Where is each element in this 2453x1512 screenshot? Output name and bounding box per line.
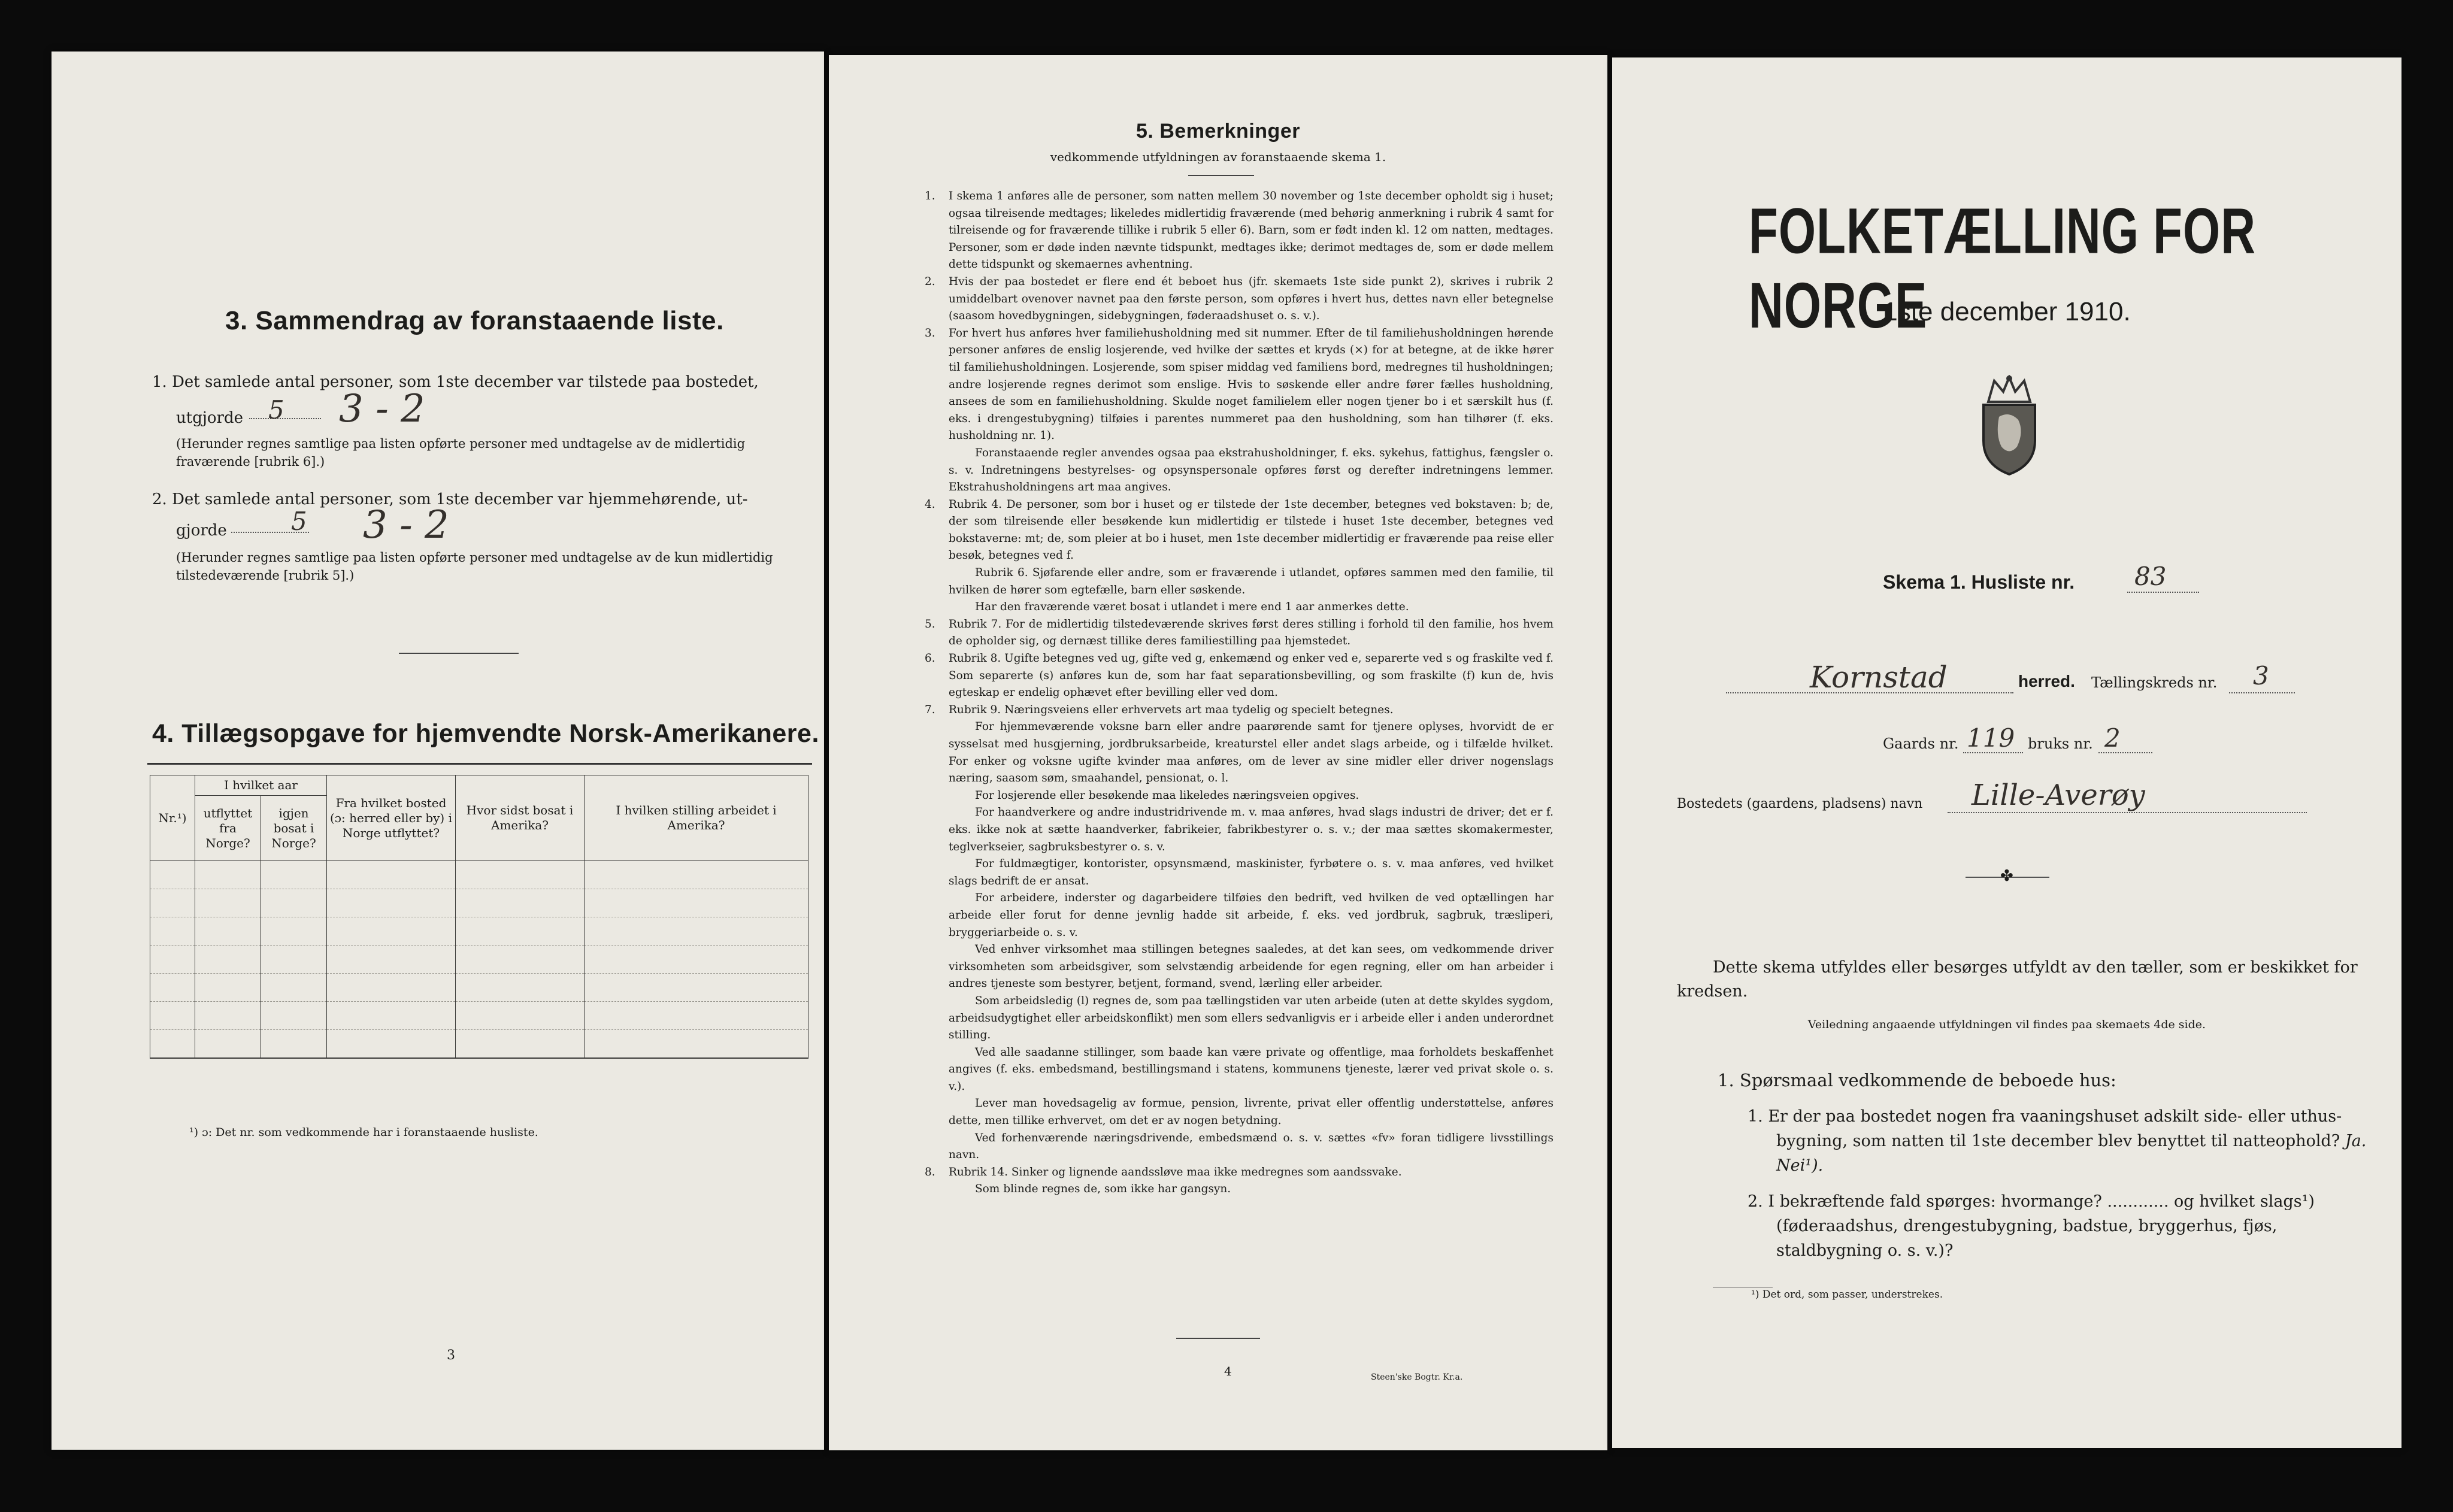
remark-item: [949, 445, 1553, 496]
gaards-label: Gaards nr.: [1883, 735, 1959, 752]
remark-text: For losjerende eller besøkende maa likeledes næringsveien opgives.: [975, 789, 1359, 802]
remark-item: [925, 325, 1553, 445]
remark-item: [949, 1044, 1553, 1096]
remark-text: I skema 1 anføres alle de personer, som natten mellem 30 november og 1ste december opholdt sig i huset; ogsaa tilreisende medtages; likeledes midlertidig fraværende (med behørig anmerkning i rubrik 4 samt for tilreisende og for fraværende tillike i rubrik 5 eller 6). Barn, som er født inden kl. 12 om natten, medtages. Personer, som er døde inden nævnte tidspunkt, medtages ikke; derimot medtages de, som er døde mellem dette tidspunkt og skemaernes avhentning.: [949, 190, 1553, 271]
husliste-nr: 83: [2134, 562, 2167, 591]
remark-text: Foranstaaende regler anvendes ogsaa paa ekstrahusholdninger, f. eks. sykehus, fattighus, fængsler o. s. v. Indretningens bestyrelses- og opsynspersonale opføres først og derefter indretningens lemmer. Ekstrahusholdningens art maa angives.: [949, 446, 1553, 494]
item1-dotline: [249, 418, 321, 419]
item2-gjorde-label: gjorde: [176, 522, 227, 540]
col-group-year: I hvilket aar: [195, 775, 327, 796]
remark-text: Rubrik 14. Sinker og lignende aandssløve maa ikke medregnes som aandssvake.: [949, 1165, 1402, 1178]
item1-utgjorde-label: utgjorde: [176, 409, 244, 427]
page-right: [1612, 57, 2401, 1448]
remark-number: 6.: [925, 652, 935, 665]
remark-item: [949, 1095, 1553, 1129]
table-row: [150, 946, 808, 974]
item2-split: 3 - 2: [363, 503, 449, 547]
intro-text: Dette skema utfyldes eller besørges utfyldt av den tæller, som er beskikket for kredsen.: [1677, 958, 2358, 1001]
table-row: [150, 974, 808, 1002]
remark-text: Hvis der paa bostedet er flere end ét beboet hus (jfr. skemaets 1ste side punkt 2), skrives i rubrik 2 umiddelbart ovenover navnet paa den første person, som opføres i hvert hus, dettes navn eller betegnelse (saasom hovedbygningen, sidebygningen, føderaadshuset o. s. v.).: [949, 275, 1553, 323]
table-row: [150, 1030, 808, 1059]
remark-text: Ved enhver virksomhet maa stillingen betegnes saaledes, at det kan sees, om vedkommende driver virksomheten som arbeidsgiver, som selvstændig arbeidende for egen regning, eller om han arbeider i andres tjeneste som bestyrer, betjent, formand, svend, lærling eller arbeider.: [949, 943, 1553, 990]
table-footnote: ¹) ɔ: Det nr. som vedkommende har i foranstaaende husliste.: [189, 1126, 538, 1139]
coat-of-arms-icon: [1976, 375, 2042, 477]
remark-item: [949, 1130, 1553, 1164]
remark-item: [925, 274, 1553, 325]
remarks-subtitle: vedkommende utfyldningen av foranstaaende skema 1.: [1050, 150, 1386, 164]
table-row: [150, 917, 808, 946]
section-3-title: 3. Sammendrag av foranstaaende liste.: [225, 306, 724, 335]
remark-number: 2.: [925, 275, 935, 288]
remark-number: 3.: [925, 326, 935, 340]
husliste-dotline: [2127, 592, 2199, 593]
remark-number: 1.: [925, 190, 935, 202]
question-title: 1. Spørsmaal vedkommende de beboede hus:: [1718, 1070, 2116, 1090]
kreds-value: 3: [2253, 661, 2269, 690]
table-row: [150, 889, 808, 917]
remark-item: [925, 616, 1553, 650]
col-igjen: igjen bosat i Norge?: [261, 796, 327, 861]
page-number: 3: [447, 1348, 455, 1363]
bosted-label: Bostedets (gaardens, pladsens) navn: [1677, 796, 1923, 811]
remark-item: [949, 1181, 1553, 1198]
remark-text: Rubrik 7. For de midlertidig tilstedeværende skrives først deres stilling i forhold til den familie, hos hvem de opholder sig, og dernæst tillike deres familiestilling paa hjemstedet.: [949, 617, 1553, 648]
bosted-value: Lille-Averøy: [1972, 778, 2145, 812]
remark-text: For haandverkere og andre industridrivende m. v. maa anføres, hvad slags industri de driver; det er f. eks. ikke nok at sætte haandverker, fabrikeier, fabrikbestyrer o. s. v.; der maa sættes skomakermester, teglverkseier, sagbruksbestyrer o. s. v.: [949, 806, 1553, 853]
remarks-divider: [1188, 175, 1254, 176]
bruks-label: bruks nr.: [2028, 735, 2093, 752]
remark-item: [925, 188, 1553, 274]
veiledning-text: Veiledning angaaende utfyldningen vil findes paa skemaets 4de side.: [1807, 1018, 2206, 1031]
remark-text: Som arbeidsledig (l) regnes de, som paa tællingstiden var uten arbeide (uten at dette skyldes sygdom, arbeidsudygtighet eller arbeidskonflikt) men som ellers sedvanligvis er i arbeide eller i anden underordnet stilling.: [949, 994, 1553, 1042]
col-nr: Nr.¹): [150, 775, 195, 861]
remark-text: For hvert hus anføres hver familiehusholdning med sit nummer. Efter de til familiehusholdningen hørende personer anføres de enslig losjerende, ved hvilke der sættes et kryds (×) for at betegne, at de ikke hører til familiehusholdningen. Losjerende, som spiser middag ved familiens bord, medregnes til husholdningen; andre losjerende regnes derimot som enslige. Hvis to søskende eller andre fører fælles husholdning, ansees de som en familiehusholdning. Skulde noget familielem eller nogen tjener bo i et særskilt hus (f. eks. i drengestubygning) tilføies i parentes nummeret paa den husholdning, som han tilhører (f. eks. husholdning nr. 1).: [949, 326, 1553, 443]
herred-label: herred.: [2018, 672, 2075, 690]
remark-item: [949, 719, 1553, 787]
question-1-text: 1. Er der paa bostedet nogen fra vaaningshuset adskilt side- eller uthus-bygning, som natten til 1ste december blev benyttet til natteophold?: [1748, 1107, 2342, 1150]
remark-text: Ved forhenværende næringsdrivende, embedsmænd o. s. v. sættes «fv» foran tidligere livsstillings navn.: [949, 1131, 1553, 1162]
remark-number: 4.: [925, 498, 935, 511]
remark-text: For hjemmeværende voksne barn eller andre paarørende samt for tjenere oplyses, hvorvidt de er sysselsat med husgjerning, jordbruksarbeide, kreaturstel eller andet slags arbeide, og i tilfælde hvilket. For enker og voksne ugifte kvinder maa anføres, om de lever av sine midler eller driver nogenslags næring, saasom søm, smaahandel, pensionat, o. l.: [949, 720, 1553, 785]
kreds-dotline: [2229, 692, 2295, 693]
schema-label: Skema 1. Husliste nr.: [1883, 571, 2075, 593]
page-left: [52, 51, 824, 1450]
divider: [399, 653, 519, 654]
remark-item: [925, 496, 1553, 565]
item1-text: 1. Det samlede antal personer, som 1ste december var tilstede paa bostedet,: [152, 373, 759, 391]
col-utflyttet: utflyttet fra Norge?: [195, 796, 261, 861]
item1-note: (Herunder regnes samtlige paa listen opførte personer med undtagelse av de midlertidig fraværende [rubrik 6].): [176, 437, 746, 469]
remark-item: [949, 856, 1553, 890]
question-1: [1748, 1104, 2369, 1178]
remarks-title: 5. Bemerkninger: [1136, 120, 1300, 143]
item2-count: 5: [291, 507, 307, 536]
remark-item: [949, 787, 1553, 805]
herred-value: Kornstad: [1810, 660, 1948, 695]
remark-item: [949, 890, 1553, 941]
question-1-answer: Ja. Nei¹).: [1776, 1132, 2367, 1175]
remark-number: 7.: [925, 703, 935, 716]
page-middle: [829, 55, 1607, 1450]
remark-text: Lever man hovedsagelig av formue, pension, livrente, privat eller offentlig understøttelse, anføres dette, men tillike erhvervet, om det er av nogen betydning.: [949, 1097, 1553, 1128]
form-title: FOLKETÆLLING FOR NORGE: [1749, 195, 2257, 341]
remark-text: For fuldmægtiger, kontorister, opsynsmænd, maskinister, fyrbøtere o. s. v. maa anføres, ved hvilket slags bedrift de er ansat.: [949, 857, 1553, 887]
item2-note: (Herunder regnes samtlige paa listen opførte personer med undtagelse av de kun midlertidig tilstedeværende [rubrik 5].): [176, 550, 773, 583]
ornament-icon: ✤: [2000, 867, 2013, 885]
table-row: [150, 861, 808, 889]
remark-item: [925, 1164, 1553, 1181]
page-number: 4: [1224, 1364, 1232, 1378]
section-4-title: 4. Tillægsopgave for hjemvendte Norsk-Amerikanere.: [152, 719, 819, 748]
remark-text: Som blinde regnes de, som ikke har gangsyn.: [975, 1183, 1231, 1196]
remark-item: [949, 941, 1553, 993]
remark-item: [949, 599, 1553, 616]
item2-text: 2. Det samlede antal personer, som 1ste december var hjemmehørende, ut-: [152, 490, 748, 508]
remark-number: 8.: [925, 1165, 935, 1178]
bruks-value: 2: [2104, 723, 2121, 753]
norsk-amerikanere-table: [150, 775, 808, 1059]
remark-text: Rubrik 9. Næringsveiens eller erhvervets art maa tydelig og specielt betegnes.: [949, 703, 1394, 716]
remark-text: Rubrik 8. Ugifte betegnes ved ug, gifte ved g, enkemænd og enker ved e, separerte ved s og fraskilte ved f. Som separerte (s) anføres kun de, som har faat separationsbevilling, og som fraskilte (f) kun de, hvis egteskap er endelig ophævet efter bevilling eller ved dom.: [949, 652, 1553, 699]
remark-item: [949, 565, 1553, 599]
remark-number: 5.: [925, 617, 935, 631]
gaards-value: 119: [1967, 723, 2015, 753]
col-fra: Fra hvilket bosted (ɔ: herred eller by) i Norge utflyttet?: [327, 775, 456, 861]
census-date: 1ste december 1910.: [1883, 297, 2131, 326]
table-top-rule: [147, 763, 812, 765]
remark-text: Ved alle saadanne stillinger, som baade kan være private og offentlige, maa forholdets beskaffenhet angives (f. eks. embedsmand, bestillingsmand i statens, kommunens tjeneste, lærer ved privat skole o. s. v.).: [949, 1046, 1553, 1093]
kreds-label: Tællingskreds nr.: [2091, 674, 2218, 691]
col-hvor: Hvor sidst bosat i Amerika?: [456, 775, 585, 861]
col-stilling: I hvilken stilling arbeidet i Amerika?: [585, 775, 808, 861]
remark-text: For arbeidere, inderster og dagarbeidere tilføies den bedrift, ved hvilken de ved optællingen har arbeide eller forut for denne jevnlig hadde sit arbeide, f. eks. ved jordbruk, sagbruk, træsliperi, bryggeriarbeide o. s. v.: [949, 892, 1553, 939]
item1-count: 5: [268, 395, 284, 425]
question-2: 2. I bekræftende fald spørges: hvormange? ............ og hvilket slags¹) (føderaadshus, drengestubygning, badstue, bryggerhus, fjøs, staldbygning o. s. v.)?: [1748, 1192, 2315, 1260]
printer-imprint: Steen'ske Bogtr. Kr.a.: [1371, 1372, 1463, 1382]
table-row: [150, 1002, 808, 1030]
remark-text: Rubrik 6. Sjøfarende eller andre, som er fraværende i utlandet, opføres sammen med den familie, til hvilken de hører som egtefælle, barn eller søskende.: [949, 566, 1553, 596]
remarks-list: [925, 188, 1553, 1198]
bosted-dotline: [1948, 812, 2307, 813]
remark-item: [925, 650, 1553, 702]
remark-text: Har den fraværende været bosat i utlandet i mere end 1 aar anmerkes dette.: [975, 601, 1409, 614]
remark-text: Rubrik 4. De personer, som bor i huset og er tilstede der 1ste december, betegnes ved bokstaven: b; de, der som tilreisende eller besøkende kun midlertidig er tilstede i huset 1ste december, betegnes ved bokstaverne: mt; de, som pleier at bo i huset, men 1ste december midlertidig er fraværende paa reise eller besøk, betegnes ved f.: [949, 498, 1553, 562]
remark-item: [949, 993, 1553, 1044]
footnote: ¹) Det ord, som passer, understrekes.: [1751, 1289, 1943, 1301]
item1-split: 3 - 2: [339, 387, 425, 431]
remarks-end-rule: [1176, 1338, 1260, 1339]
remark-item: [949, 804, 1553, 856]
remark-item: [925, 702, 1553, 719]
